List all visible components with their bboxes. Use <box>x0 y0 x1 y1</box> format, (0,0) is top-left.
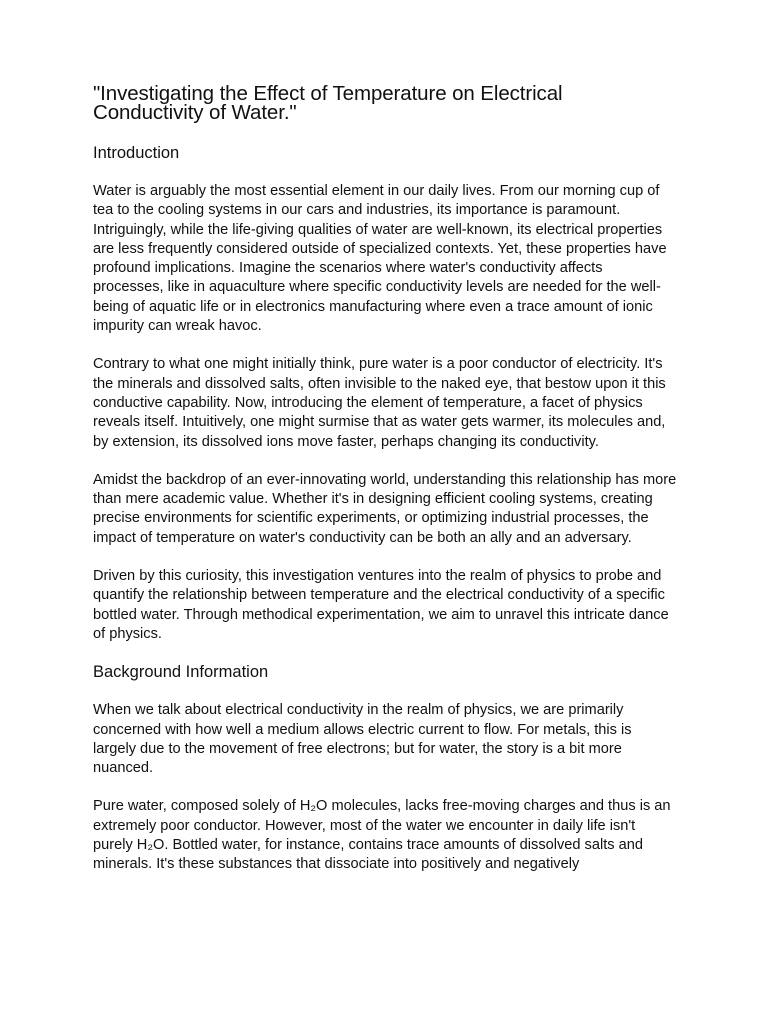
introduction-paragraph-1: Water is arguably the most essential element in our daily lives. From our morning cup of tea to the cooling systems in our cars and industries, its importance is paramount. Intriguingly, while the life-giving qualities of water are well-known, its electrical properties are less frequently considered outside of specialized contexts. Yet, these properties have profound implications. Imagine the scenarios where water's conductivity affects processes, like in aquaculture where specific conductivity levels are needed for the well-being of aquatic life or in electronics manufacturing where even a trace amount of ionic impurity can wreak havoc. <box>93 183 667 335</box>
document-title: "Investigating the Effect of Temperature on Electrical Conductivity of Water." <box>93 82 563 124</box>
introduction-paragraph-2: Contrary to what one might initially think, pure water is a poor conductor of electricity. It's the minerals and dissolved salts, often invisible to the naked eye, that bestow upon it this conductive capability. Now, introducing the element of temperature, a facet of physics reveals itself. Intuitively, one might surmise that as water gets warmer, its molecules and, by extension, its dissolved ions move faster, perhaps changing its conductivity. <box>93 356 666 450</box>
section-heading-background-information: Background Information <box>93 663 269 682</box>
introduction-paragraph-3: Amidst the backdrop of an ever-innovating world, understanding this relationship has more than mere academic value. Whether it's in designing efficient cooling systems, creating precise environments for scientific experiments, or optimizing industrial processes, the impact of temperature on water's conductivity can be both an ally and an adversary. <box>93 471 677 546</box>
section-heading-introduction: Introduction <box>93 144 180 162</box>
background-paragraph-1: When we talk about electrical conductivity in the realm of physics, we are primarily concerned with how well a medium allows electric current to flow. For metals, this is largely due to the movement of free electrons; but for water, the story is a bit more nuanced. <box>93 702 632 777</box>
background-paragraph-2: Pure water, composed solely of H₂O molecules, lacks free-moving charges and thus is an extremely poor conductor. However, most of the water we encounter in daily life isn't purely H₂O. Bottled water, for instance, contains trace amounts of dissolved salts and minerals. It's these substances that dissociate into positively and negatively <box>93 798 671 873</box>
document-page <box>93 84 677 875</box>
introduction-paragraph-4: Driven by this curiosity, this investigation ventures into the realm of physics to probe and quantify the relationship between temperature and the electrical conductivity of a specific bottled water. Through methodical experimentation, we aim to unravel this intricate dance of physics. <box>93 568 669 642</box>
